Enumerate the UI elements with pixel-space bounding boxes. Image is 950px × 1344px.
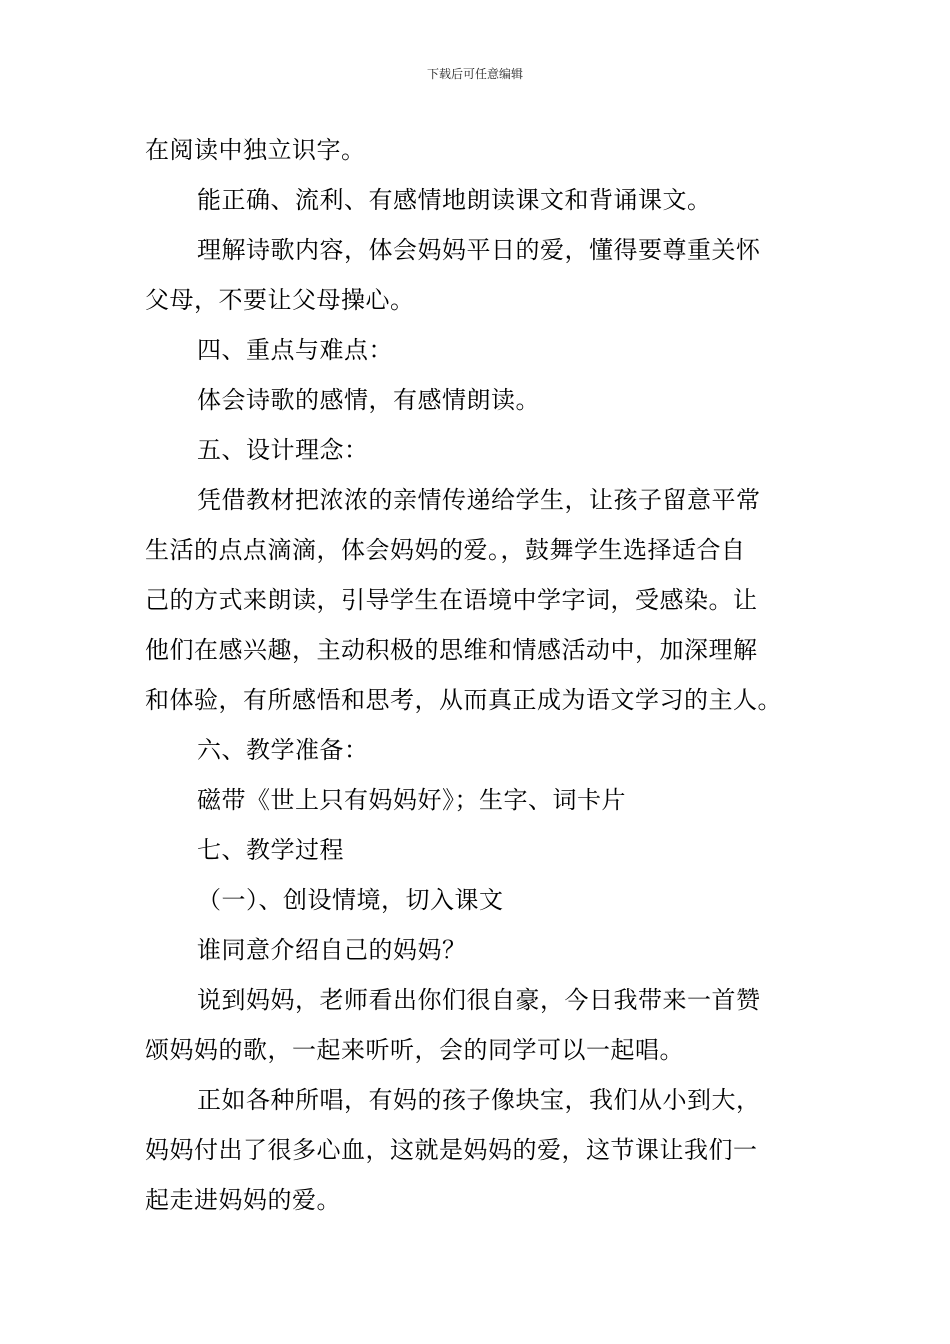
text-line: 妈妈付出了很多心血，这就是妈妈的爱，这节课让我们一 xyxy=(145,1136,758,1164)
section-heading: 四、重点与难点： xyxy=(197,336,393,364)
text-line: 起走进妈妈的爱。 xyxy=(145,1186,341,1214)
page-header: 下载后可任意编辑 xyxy=(426,67,523,81)
section-heading: 七、教学过程 xyxy=(197,836,344,864)
document-body xyxy=(145,125,810,1225)
text-line: 和体验，有所感悟和思考，从而真正成为语文学习的主人。 xyxy=(145,686,782,714)
section-heading: 五、设计理念： xyxy=(197,436,369,464)
text-line: 理解诗歌内容，体会妈妈平日的爱，懂得要尊重关怀 xyxy=(197,236,761,264)
subsection-heading: （一）、创设情境，切入课文 xyxy=(197,886,504,914)
text-line: 谁同意介绍自己的妈妈？ xyxy=(197,936,467,964)
text-line: 正如各种所唱，有妈的孩子像块宝，我们从小到大， xyxy=(197,1086,761,1114)
text-line: 他们在感兴趣，主动积极的思维和情感活动中，加深理解 xyxy=(145,636,758,664)
text-line: 己的方式来朗读，引导学生在语境中学字词，受感染。让 xyxy=(145,586,758,614)
text-line: 在阅读中独立识字。 xyxy=(145,136,366,164)
text-line: 颂妈妈的歌，一起来听听，会的同学可以一起唱。 xyxy=(145,1036,684,1064)
text-line: 体会诗歌的感情，有感情朗读。 xyxy=(197,386,540,414)
text-line: 能正确、流利、有感情地朗读课文和背诵课文。 xyxy=(197,186,712,214)
text-line: 磁带《世上只有妈妈好》；生字、词卡片 xyxy=(197,786,626,814)
text-line: 生活的点点滴滴，体会妈妈的爱。，鼓舞学生选择适合自 xyxy=(145,536,746,564)
text-line: 说到妈妈，老师看出你们很自豪，今日我带来一首赞 xyxy=(197,986,761,1014)
section-heading: 六、教学准备： xyxy=(197,736,369,764)
text-line: 父母，不要让父母操心。 xyxy=(145,286,415,314)
text-line: 凭借教材把浓浓的亲情传递给学生，让孩子留意平常 xyxy=(197,486,761,514)
